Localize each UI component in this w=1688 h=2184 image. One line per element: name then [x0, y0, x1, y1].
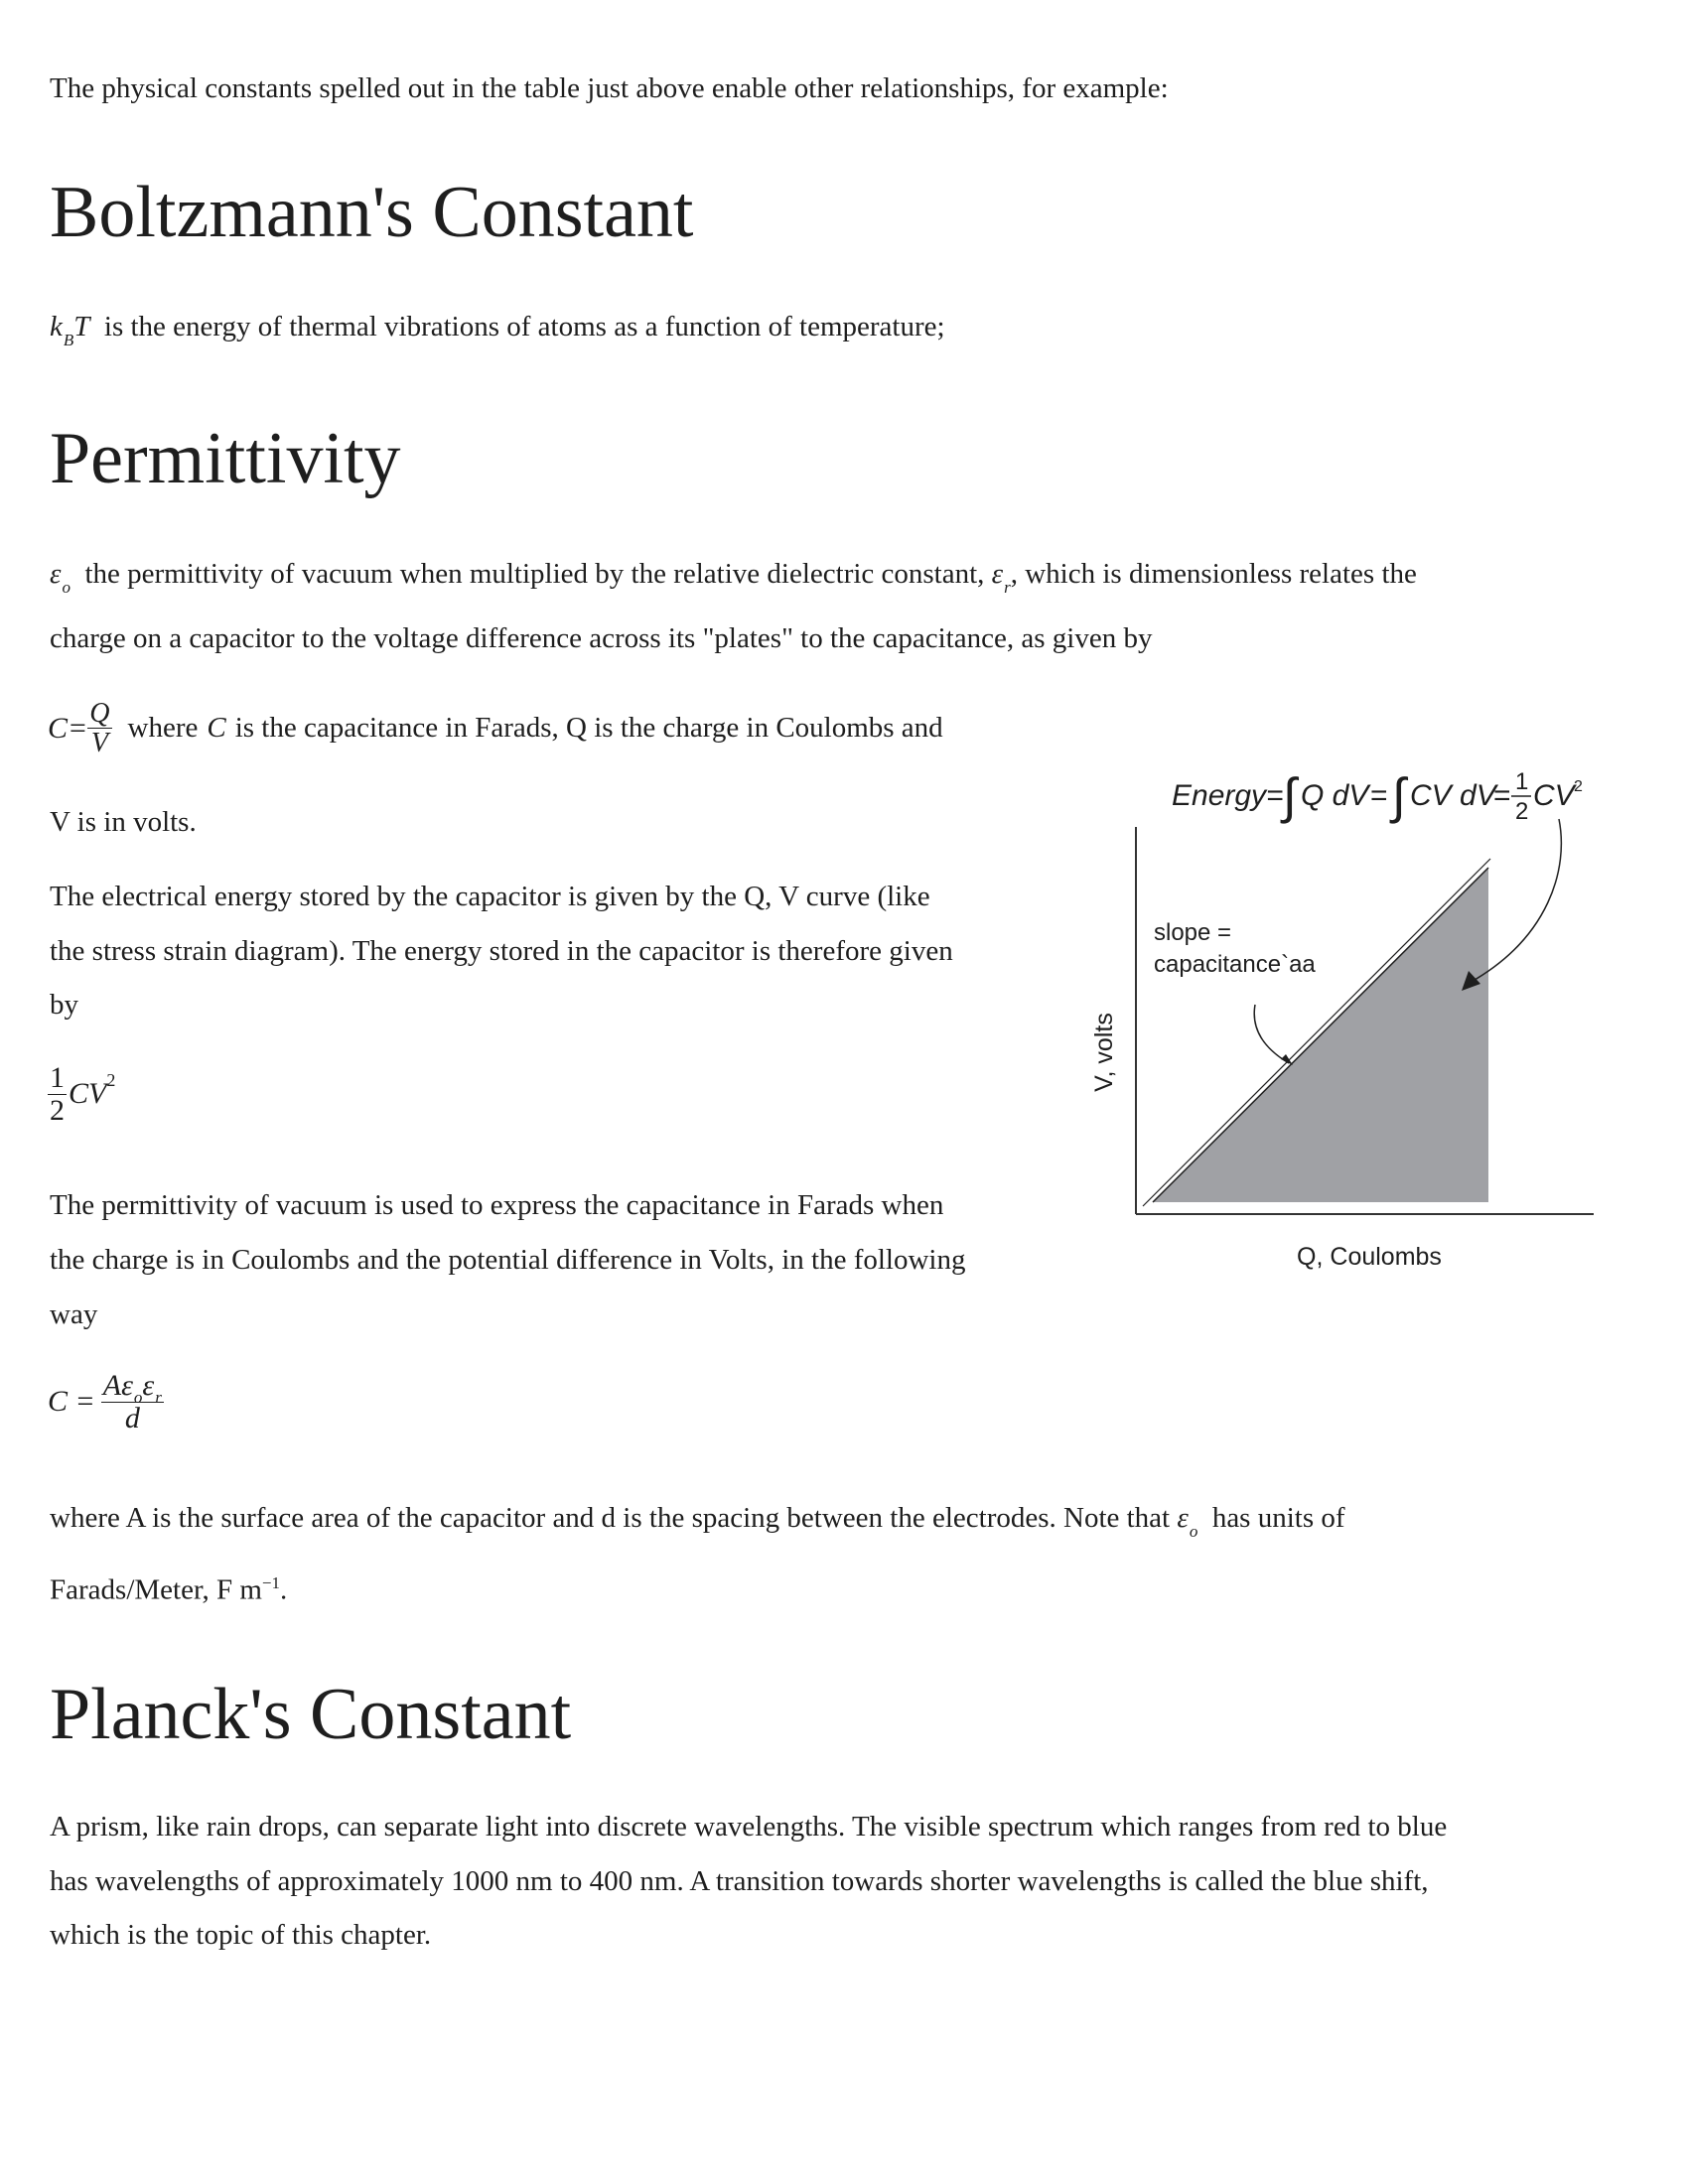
- x-axis-label: Q, Coulombs: [1297, 1243, 1442, 1271]
- energy-line-2: the stress strain diagram). The energy stored in the capacitor is therefore given: [50, 935, 953, 967]
- planck-heading: Planck's Constant: [50, 1674, 572, 1755]
- k-symbol: k: [50, 311, 63, 342]
- fig-half-den: 2: [1515, 798, 1529, 825]
- boltzmann-heading: Boltzmann's Constant: [50, 172, 694, 253]
- where-word: where: [127, 712, 199, 745]
- epsilon-r-subscript: r: [1004, 578, 1011, 597]
- permittivity-line-1: [50, 547, 1417, 605]
- eps-o-sub: o: [133, 1388, 143, 1407]
- area-symbol: A: [102, 1369, 122, 1402]
- q-over-v-fraction: [87, 699, 111, 758]
- eps-o-symbol: ε: [121, 1369, 133, 1402]
- intro-text: The physical constants spelled out in the table just above enable other relationships, for example:: [50, 72, 1169, 104]
- note-line-1: [50, 1491, 1345, 1549]
- integral-sign-2: ∫: [1392, 768, 1406, 824]
- planck-line-2: has wavelengths of approximately 1000 nm to 400 nm. A transition towards shorter wavelengths is called the blue shift,: [50, 1865, 1429, 1897]
- half-denominator: 2: [50, 1093, 65, 1127]
- boltzmann-description: is the energy of thermal vibrations of atoms as a function of temperature;: [103, 311, 945, 342]
- note-line-2: [50, 1556, 287, 1618]
- half-numerator: 1: [50, 1061, 65, 1094]
- integral-sign-1: ∫: [1283, 768, 1297, 824]
- fraction-denominator: V: [90, 728, 108, 759]
- volts-text: V is in volts.: [50, 806, 197, 838]
- vacuum-line-3: way: [50, 1298, 98, 1330]
- half-cv-squared-formula: [48, 1062, 115, 1126]
- permittivity-text-b: , which is dimensionless relates the: [1010, 558, 1417, 590]
- capacitance-area-formula: [48, 1370, 164, 1433]
- formula2-lhs: C =: [48, 1385, 95, 1418]
- half-fraction: [48, 1062, 67, 1126]
- integral-term-2: CV dV: [1410, 779, 1496, 812]
- note-text-b: has units of: [1211, 1502, 1345, 1534]
- capacitance-description: is the capacitance in Farads, Q is the charge in Coulombs and: [234, 712, 943, 745]
- vacuum-line-1: The permittivity of vacuum is used to express the capacitance in Farads when: [50, 1189, 944, 1221]
- note-units: Farads/Meter, F m: [50, 1573, 262, 1606]
- permittivity-line-2: charge on a capacitor to the voltage difference across its "plates" to the capacitance, as given by: [50, 622, 1153, 654]
- fig-half-num: 1: [1515, 768, 1529, 795]
- energy-equation: [1172, 768, 1583, 825]
- energy-label: Energy=: [1172, 779, 1284, 812]
- permittivity-heading: Permittivity: [50, 418, 401, 499]
- square-exponent: 2: [106, 1069, 116, 1090]
- note-eps-sub: o: [1189, 1522, 1198, 1541]
- equals-2: =: [1493, 779, 1511, 812]
- integral-term-1: Q dV: [1301, 779, 1369, 812]
- area-denominator: d: [124, 1401, 140, 1434]
- planck-line-3: which is the topic of this chapter.: [50, 1919, 432, 1951]
- formula-c-lhs: C=: [48, 711, 88, 745]
- slope-arrow-head: [1281, 1054, 1293, 1065]
- fig-cv: CV: [1533, 779, 1575, 812]
- capacitor-energy-diagram: [1072, 710, 1628, 1296]
- fig-square: 2: [1574, 778, 1583, 795]
- eps-r-symbol: ε: [142, 1369, 155, 1402]
- area-fraction: [101, 1370, 164, 1433]
- epsilon-r-symbol: ε: [991, 558, 1004, 590]
- y-axis-label: V, volts: [1090, 1013, 1118, 1092]
- eps-r-sub: r: [155, 1388, 162, 1407]
- boltzmann-text: [50, 300, 945, 357]
- k-subscript: B: [63, 331, 74, 349]
- note-text-a: where A is the surface area of the capacitor and d is the spacing between the electrodes. Note that: [50, 1502, 1171, 1534]
- epsilon-symbol: ε: [50, 558, 62, 590]
- equals-1: =: [1370, 779, 1388, 812]
- slope-label-line-2: capacitance`aa: [1154, 951, 1316, 978]
- note-eps-symbol: ε: [1177, 1502, 1189, 1534]
- energy-line-3: by: [50, 989, 78, 1021]
- permittivity-text-a: the permittivity of vacuum when multiplied by the relative dielectric constant,: [84, 558, 985, 590]
- slope-arrow-curve: [1254, 1005, 1289, 1063]
- c-symbol: C: [207, 712, 226, 745]
- cv-term: CV: [69, 1077, 107, 1110]
- fraction-numerator: Q: [89, 698, 110, 729]
- planck-line-1: A prism, like rain drops, can separate light into discrete wavelengths. The visible spectrum which ranges from red to blue: [50, 1811, 1448, 1843]
- note-exponent: −1: [261, 1573, 280, 1592]
- t-symbol: T: [73, 311, 90, 342]
- vacuum-line-2: the charge is in Coulombs and the potential difference in Volts, in the following: [50, 1244, 966, 1276]
- epsilon-subscript: o: [62, 578, 70, 597]
- slope-label-line-1: slope =: [1154, 919, 1232, 946]
- note-period: .: [279, 1573, 288, 1606]
- capacitance-formula-line: [48, 699, 943, 758]
- area-numerator: [101, 1369, 164, 1407]
- energy-line-1: The electrical energy stored by the capacitor is given by the Q, V curve (like: [50, 881, 930, 912]
